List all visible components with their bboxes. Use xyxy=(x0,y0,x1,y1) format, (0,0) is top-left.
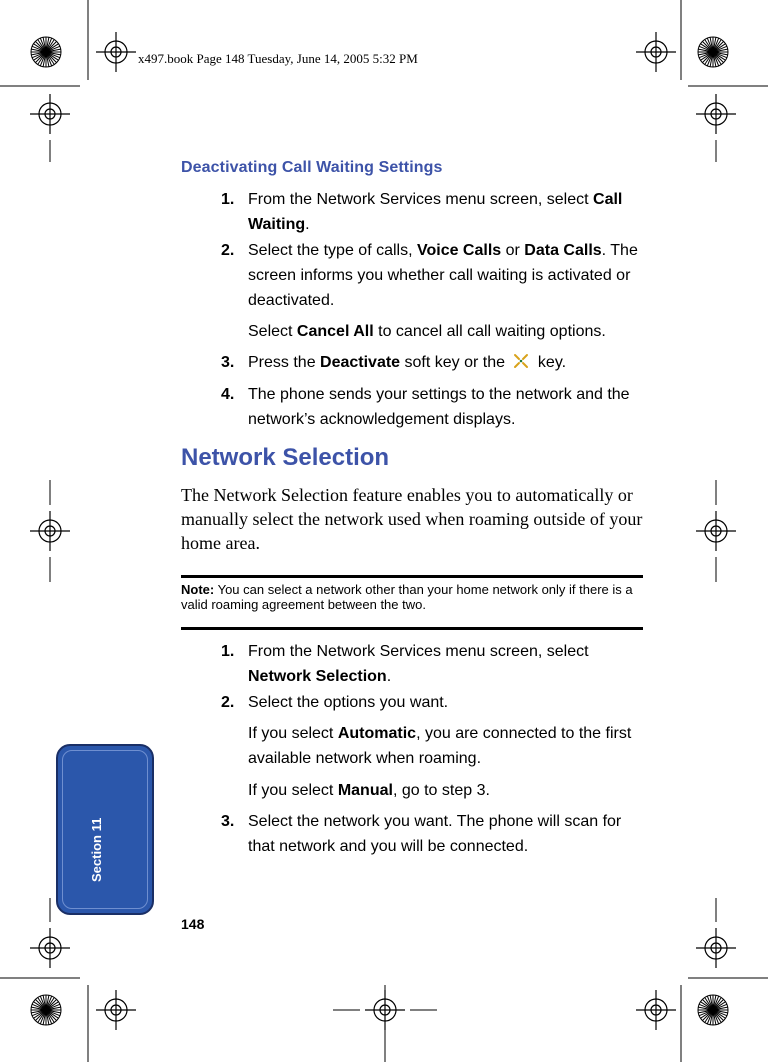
section-tab-inner-border xyxy=(62,750,148,909)
network-step-2-manual: If you select Manual, go to step 3. xyxy=(248,782,490,799)
step-text: Press the Deactivate soft key or the key. xyxy=(248,354,567,371)
step-text: The phone sends your settings to the network and the network’s acknowledgement displays. xyxy=(248,386,630,428)
option-cancel-all: Cancel All xyxy=(296,323,374,340)
network-step-2 xyxy=(181,690,643,715)
call-waiting-step-3 xyxy=(181,350,643,375)
call-waiting-step-2-extra: Select Cancel All to cancel all call waiting options. xyxy=(248,323,606,340)
step-number: 3. xyxy=(221,354,235,371)
network-selection-intro: The Network Selection feature enables you to automatically or manually select the network used when roaming outside of your home area. xyxy=(181,485,643,553)
option-data-calls: Data Calls xyxy=(524,242,602,259)
option-automatic: Automatic xyxy=(337,725,417,742)
note-label: Note: xyxy=(181,582,215,597)
section-title-call-waiting: Deactivating Call Waiting Settings xyxy=(181,159,443,176)
page-number: 148 xyxy=(181,916,205,932)
step-number: 2. xyxy=(221,694,235,711)
network-step-2-automatic: If you select Automatic, you are connected to the first available network when roaming. xyxy=(248,725,632,767)
ok-key-icon xyxy=(513,353,529,369)
step-text: Select the type of calls, Voice Calls or Data Calls. The screen informs you whether call waiting is activated or deactivated. xyxy=(248,242,638,309)
print-header-line: x497.book Page 148 Tuesday, June 14, 2005 5:32 PM xyxy=(138,51,418,66)
call-waiting-step-4 xyxy=(181,382,643,432)
step-number: 4. xyxy=(221,386,235,403)
note-text: You can select a network other than your home network only if there is a valid roaming agreement between the two. xyxy=(181,582,633,612)
step-text: Select the options you want. xyxy=(248,694,449,711)
step-number: 1. xyxy=(221,643,235,660)
option-voice-calls: Voice Calls xyxy=(416,242,502,259)
call-waiting-step-1 xyxy=(181,187,643,237)
step-text: From the Network Services menu screen, select Call Waiting. xyxy=(248,191,623,233)
note-bottom-rule xyxy=(181,627,643,630)
note-box xyxy=(181,582,643,612)
call-waiting-step-2 xyxy=(181,238,643,313)
section-tab xyxy=(56,744,154,915)
step-number: 2. xyxy=(221,242,235,259)
note-top-rule xyxy=(181,575,643,578)
step-text: Select the network you want. The phone will scan for that network and you will be connected. xyxy=(248,813,622,855)
option-manual: Manual xyxy=(337,782,393,799)
section-tab-label: Section 11 xyxy=(89,817,104,882)
network-step-1 xyxy=(181,639,643,689)
soft-key-deactivate: Deactivate xyxy=(320,354,401,371)
menu-option-call-waiting: Call Waiting xyxy=(248,191,623,233)
section-title-network-selection: Network Selection xyxy=(181,444,390,471)
network-step-3 xyxy=(181,809,643,859)
menu-option-network-selection: Network Selection xyxy=(248,668,387,685)
step-number: 3. xyxy=(221,813,235,830)
step-number: 1. xyxy=(221,191,235,208)
step-text: From the Network Services menu screen, select Network Selection. xyxy=(248,643,589,685)
